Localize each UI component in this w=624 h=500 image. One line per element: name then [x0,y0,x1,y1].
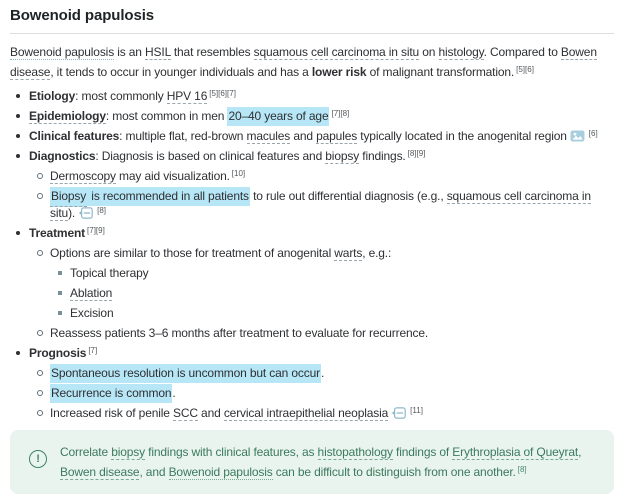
list-item [10,365,614,382]
bullet-marker [37,410,43,416]
link-macules[interactable]: macules [246,129,291,143]
link-dermoscopy[interactable]: Dermoscopy [50,169,116,183]
callout-text [60,442,602,482]
inline-media-refs [516,465,527,479]
list-item [10,325,614,342]
reference-marker[interactable]: [7] [88,346,98,355]
text-run: on [419,45,439,59]
text-run: . Compared to [483,45,561,59]
text-run: and [290,129,317,143]
text-run: to rule out differential diagnosis (e.g., [249,189,447,203]
list-item [10,265,614,282]
exclamation-circle-icon: ! [29,450,47,468]
bullet-marker [16,94,20,98]
link-biopsy[interactable]: biopsy [325,149,360,163]
bullet-list [10,88,614,422]
reference-marker[interactable]: [5][6][7] [209,89,236,98]
bullet-marker [16,114,20,118]
text-run: and [197,406,224,420]
reference-marker[interactable]: [5][6] [516,65,534,74]
inline-media-refs [85,226,105,240]
link-bowenoid-papulosis[interactable]: Bowenoid papulosis [168,465,273,479]
text-run: Prognosis [29,346,87,360]
text-run: Excision [70,306,114,320]
text-run: , it tends to occur in younger individuals and has a [50,65,312,79]
link-scc[interactable]: SCC [172,406,198,420]
callout-box [10,430,614,494]
reference-marker[interactable]: [10] [231,169,246,178]
text-run: : most common in men [105,109,228,123]
link-erythroplasia-of-queyrat[interactable]: Erythroplasia of Queyrat [452,445,579,459]
bullet-marker [16,231,20,235]
text-run: may aid visualization. [115,169,230,183]
link-hpv-16[interactable]: HPV 16 [166,89,208,103]
reference-marker[interactable]: [8] [97,206,107,215]
bullet-marker [37,173,43,179]
text-run: Treatment [29,226,86,240]
text-run: Clinical features [29,129,120,143]
link-squamous-cell-carcinoma-in-situ[interactable]: squamous cell carcinoma in situ [50,189,591,220]
card-icon[interactable] [78,207,93,219]
inline-media-refs [329,109,349,123]
text-run: : Diagnosis is based on clinical features and [95,149,326,163]
reference-marker[interactable]: [7][8] [331,109,350,118]
reference-marker[interactable]: [8] [517,465,527,474]
inline-media-refs [567,129,598,143]
list-item [10,245,614,262]
bullet-marker [58,271,62,275]
list-item [10,285,614,302]
reference-marker[interactable]: [11] [410,406,423,415]
list-item [10,305,614,322]
text-run: is an [114,45,146,59]
link-squamous-cell-carcinoma-in-situ[interactable]: squamous cell carcinoma in situ [253,45,420,59]
list-item [10,108,614,125]
title-divider [10,33,614,34]
bullet-marker [37,370,43,376]
text-run: , and [139,465,169,479]
list-item [10,188,614,222]
link-warts[interactable]: warts [334,246,363,260]
bullet-marker [37,390,43,396]
image-icon[interactable] [570,130,585,142]
link-biopsy[interactable]: biopsy [111,445,145,459]
text-run: . [320,366,325,380]
list-item [10,148,614,165]
link-ablation[interactable]: Ablation [70,286,113,300]
bullet-marker [37,193,43,199]
bullet-marker [58,311,62,315]
bullet-marker [16,134,20,138]
text-run: can be difficult to distinguish from one another. [272,465,516,479]
text-run: Increased risk of penile [50,406,173,420]
link-hsil[interactable]: HSIL [145,45,171,59]
list-item [10,345,614,362]
text-run: Correlate [60,445,112,459]
link-bowenoid-papulosis[interactable]: Bowenoid papulosis [10,45,115,59]
card-icon[interactable] [391,407,406,419]
inline-media-refs [230,169,245,183]
text-run: Diagnostics [29,149,96,163]
reference-marker[interactable]: [6] [588,129,598,138]
text-run: Etiology [29,89,76,103]
link-epidemiology[interactable]: Epidemiology [29,109,106,123]
text-run: : multiple flat, red-brown [119,129,247,143]
text-run: ). [68,206,76,220]
list-item [10,88,614,105]
text-run: Recurrence is common [50,384,172,403]
list-item [10,168,614,185]
list-item [10,385,614,402]
text-run: findings of [392,445,453,459]
link-cervical-intraepithelial-neoplasia[interactable]: cervical intraepithelial neoplasia [223,406,389,420]
text-run: Topical therapy [70,266,149,280]
inline-media-refs [406,149,426,163]
text-run: of malignant transformation. [366,65,515,79]
text-run: Options are similar to those for treatment of anogenital [50,246,335,260]
inline-media-refs [207,89,236,103]
link-biopsy[interactable]: Biopsy [50,187,87,207]
inline-media-refs [75,206,106,220]
inline-media-refs [514,65,534,79]
link-histology[interactable]: histology [438,45,484,59]
bullet-marker [58,291,62,295]
text-run: Reassess patients 3–6 months after treatment to evaluate for recurrence. [50,326,429,340]
bullet-marker [16,351,20,355]
link-papules[interactable]: papules [316,129,358,143]
text-run: Spontaneous resolution is uncommon but can occur [50,364,321,383]
text-run: 20–40 years of age [227,107,329,126]
inline-media-refs [86,346,97,360]
text-run: lower risk [311,65,367,79]
link-histopathology[interactable]: histopathology [317,445,393,459]
text-run: is recommended in all patients [87,187,250,206]
page-title: Bowenoid papulosis [10,7,155,24]
list-item [10,128,614,145]
intro-paragraph [10,42,598,82]
bullet-marker [37,330,43,336]
text-run: that resembles [170,45,254,59]
list-item [10,405,614,422]
inline-media-refs [388,406,423,420]
link-bowen-disease[interactable]: Bowen disease [60,465,140,479]
link-bowen-disease[interactable]: Bowen disease [10,45,597,79]
bullet-marker [37,250,43,256]
reference-marker[interactable]: [7][9] [87,226,105,235]
bullet-marker [16,154,20,158]
text-run: findings. [359,149,406,163]
reference-marker[interactable]: [8][9] [407,149,426,158]
text-run: . [172,386,176,400]
text-run: : most commonly [75,89,167,103]
list-item [10,225,614,242]
text-run: typically located in the anogenital region [357,129,567,143]
text-run: , e.g.: [362,246,392,260]
text-run: , [578,445,582,459]
text-run: findings with clinical features, as [145,445,318,459]
